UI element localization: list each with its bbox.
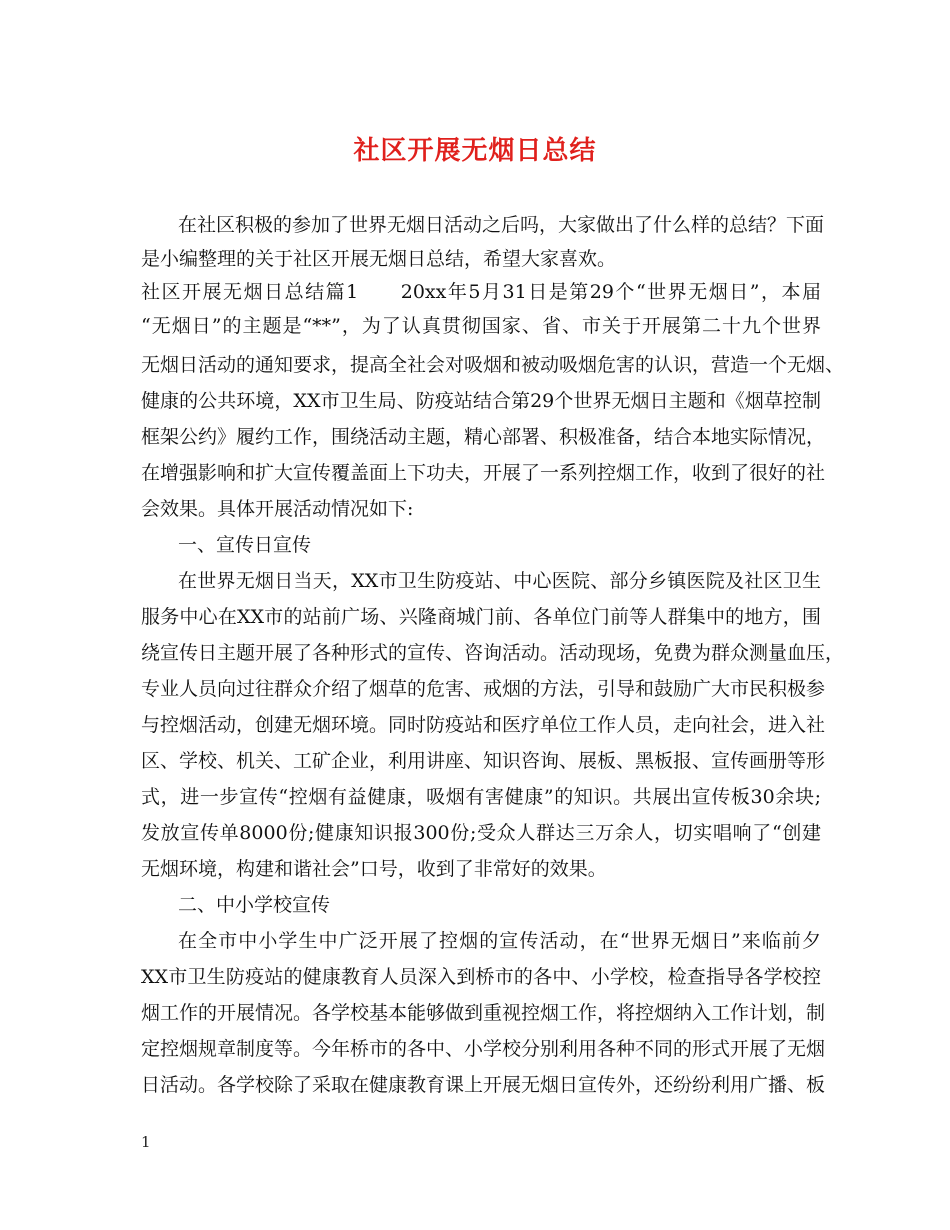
body-line: 在社区积极的参加了世界无烟日活动之后吗，大家做出了什么样的总结？下面: [178, 214, 825, 236]
body-line: 是小编整理的关于社区开展无烟日总结，希望大家喜欢。: [141, 248, 617, 270]
body-line: 专业人员向过往群众介绍了烟草的危害、戒烟的方法，引导和鼓励广大市民积极参: [141, 678, 826, 700]
body-line: XX市卫生防疫站的健康教育人员深入到桥市的各中、小学校，检查指导各学校控: [141, 966, 821, 988]
body-line: 会效果。具体开展活动情况如下:: [141, 498, 414, 520]
body-line: 区、学校、机关、工矿企业，利用讲座、知识咨询、展板、黑板报、宣传画册等形: [141, 750, 826, 772]
section-heading: 一、宣传日宣传: [178, 534, 312, 556]
body-line: 在世界无烟日当天，XX市卫生防疫站、中心医院、部分乡镇医院及社区卫生: [178, 570, 821, 592]
body-line: 式，进一步宣传“控烟有益健康，吸烟有害健康”的知识。共展出宣传板30余块;: [141, 786, 821, 808]
page-number: 1: [141, 1133, 151, 1151]
body-line: 发放宣传单8000份;健康知识报300份;受众人群达三万余人，切实唱响了“创建: [141, 822, 821, 844]
body-line: 在增强影响和扩大宣传覆盖面上下功夫，开展了一系列控烟工作，收到了很好的社: [141, 462, 826, 484]
body-line: 健康的公共环境，XX市卫生局、防疫站结合第29个世界无烟日主题和《烟草控制: [141, 390, 821, 412]
body-line: 烟工作的开展情况。各学校基本能够做到重视控烟工作，将控烟纳入工作计划，制: [141, 1002, 826, 1024]
body-line: 框架公约》履约工作，围绕活动主题，精心部署、积极准备，结合本地实际情况，: [141, 426, 826, 448]
body-line: 日活动。各学校除了采取在健康教育课上开展无烟日宣传外，还纷纷利用广播、板: [141, 1074, 826, 1096]
section-heading: 二、中小学校宣传: [178, 894, 331, 916]
body-line: 无烟环境，构建和谐社会”口号，收到了非常好的效果。: [141, 858, 607, 880]
body-line: 与控烟活动，创建无烟环境。同时防疫站和医疗单位工作人员，走向社会，进入社: [141, 714, 826, 736]
body-line: “无烟日”的主题是“**”，为了认真贯彻国家、省、市关于开展第二十九个世界: [141, 315, 821, 337]
body-line: 社区开展无烟日总结篇1 20xx年5月31日是第29个“世界无烟日”，本届: [141, 281, 821, 303]
body-line: 绕宣传日主题开展了各种形式的宣传、咨询活动。活动现场，免费为群众测量血压，: [141, 642, 845, 664]
body-line: 定控烟规章制度等。今年桥市的各中、小学校分别利用各种不同的形式开展了无烟: [141, 1038, 826, 1060]
body-line: 服务中心在XX市的站前广场、兴隆商城门前、各单位门前等人群集中的地方，围: [141, 606, 821, 628]
body-line: 无烟日活动的通知要求，提高全社会对吸烟和被动吸烟危害的认识，营造一个无烟、: [141, 354, 845, 376]
body-line: 在全市中小学生中广泛开展了控烟的宣传活动，在“世界无烟日”来临前夕: [178, 930, 821, 952]
document-title: 社区开展无烟日总结: [353, 136, 597, 166]
